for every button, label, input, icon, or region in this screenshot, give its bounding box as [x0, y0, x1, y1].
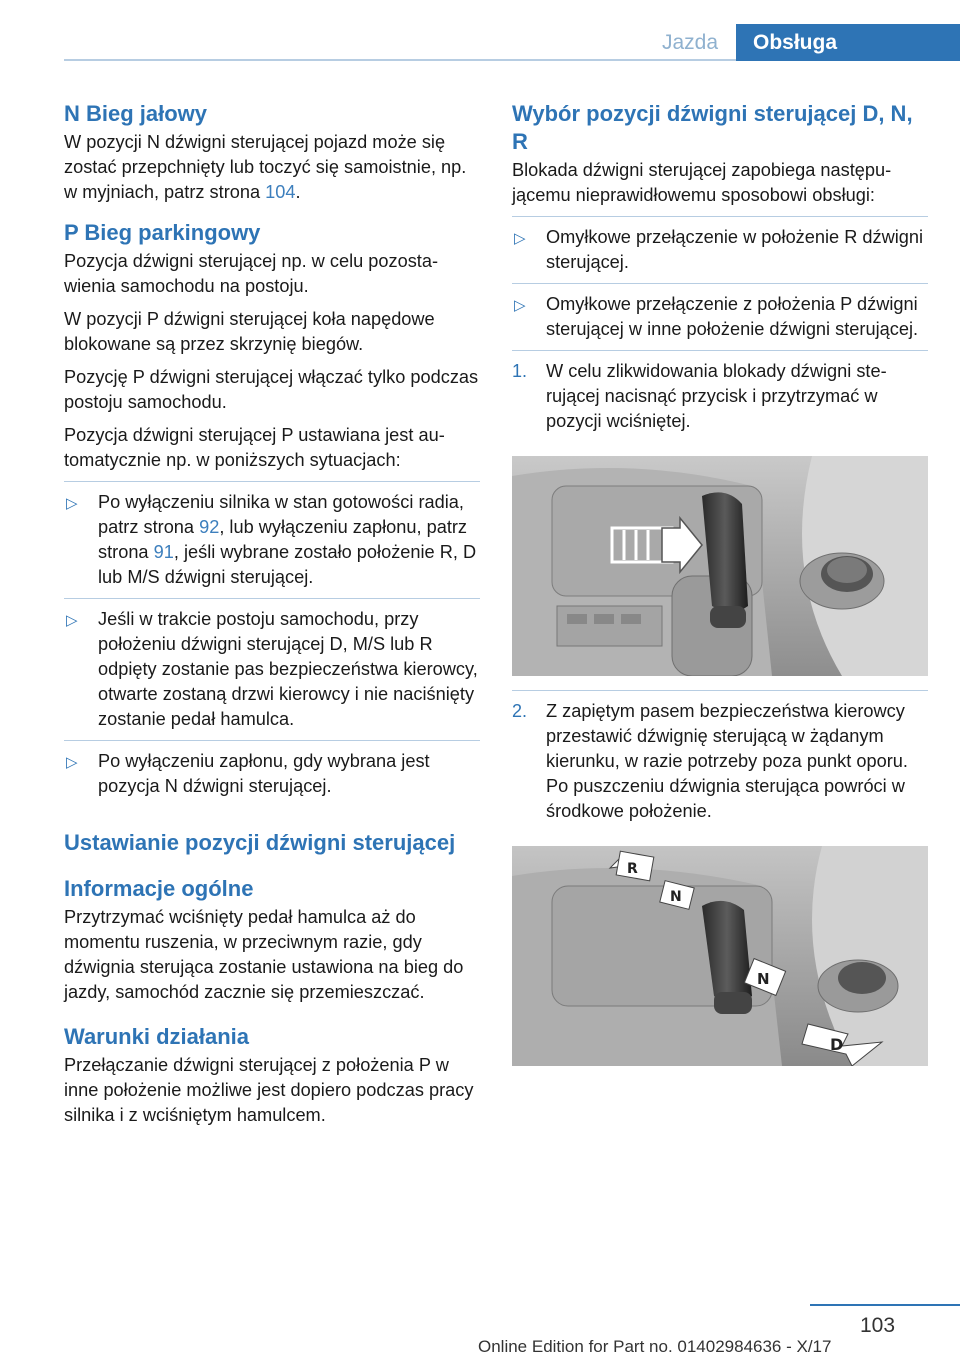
- text: W pozycji N dźwigni sterującej pojazd może się zostać przepchnięty lub toczyć się samoistnie, np. w myjniach, patrz strona: [64, 132, 467, 202]
- text: .: [295, 182, 301, 202]
- gear-lever-illustration: [512, 456, 928, 676]
- text: , lub wyłączeniu zapłonu, patrz strona: [98, 517, 468, 562]
- arrow-label-n-lower: N: [757, 970, 770, 988]
- bullet-list: [64, 481, 480, 807]
- list-item: [512, 283, 928, 350]
- bullet-list: [512, 216, 928, 350]
- right-column: [512, 100, 928, 1080]
- triangle-bullet-icon: ▷: [66, 495, 78, 512]
- step-number: 1.: [512, 361, 528, 381]
- step-number: 2.: [512, 701, 528, 721]
- tab-obsluga[interactable]: Obsługa: [736, 24, 960, 61]
- text: Omyłkowe przełączenie w położenie R dźwigni sterującej.: [546, 227, 924, 272]
- triangle-bullet-icon: ▷: [66, 612, 78, 629]
- page-link[interactable]: 104: [265, 182, 296, 202]
- list-item: [512, 216, 928, 283]
- arrow-label-n-upper: N: [670, 889, 682, 905]
- gear-lever-directions-photo: [512, 846, 928, 1066]
- section-title-n: N Bieg jałowy: [64, 101, 208, 126]
- text: Po wyłączeniu silnika w stan gotowości radia, patrz strona: [98, 492, 464, 537]
- paragraph: W pozycji P dźwigni sterującej koła napędowe blokowane są przez skrzynię biegów.: [64, 309, 435, 354]
- page-number: 103: [860, 1314, 896, 1337]
- list-item: [64, 740, 480, 807]
- gear-positions-illustration: [512, 846, 928, 1066]
- gear-lever-button-photo: [512, 456, 928, 676]
- page-header: [0, 0, 960, 62]
- text: Po wyłączeniu zapłonu, gdy wybrana jest pozycja N dźwigni sterującej.: [98, 751, 430, 796]
- list-item: [64, 481, 480, 598]
- paragraph: Blokada dźwigni sterującej zapobiega następującemu nieprawidłowemu sposobowi obsługi:: [512, 160, 892, 205]
- footer-rule: [810, 1304, 960, 1306]
- edition-footer: Online Edition for Part no. 01402984636 - X/17: [478, 1337, 832, 1356]
- section-title-setting: Ustawianie pozycji dźwigni sterującej: [64, 830, 456, 855]
- section-title-p: P Bieg parkingowy: [64, 220, 261, 245]
- step-item: [512, 690, 928, 832]
- text: Omyłkowe przełączenie z położenia P dźwigni sterującej w inne położenie dźwigni sterującej.: [546, 294, 919, 339]
- paragraph: [64, 130, 480, 205]
- text: , jeśli wybrane zostało położenie R, D lub M/S dźwigni sterującej.: [98, 542, 477, 587]
- section-title-conditions: Warunki działania: [64, 1024, 250, 1049]
- tab-jazda[interactable]: Jazda: [661, 31, 719, 54]
- page-link[interactable]: 92: [199, 517, 220, 537]
- triangle-bullet-icon: ▷: [66, 754, 78, 771]
- section-title-info: Informacje ogólne: [64, 876, 254, 901]
- paragraph: Pozycja dźwigni sterującej np. w celu pozostawienia samochodu na postoju.: [64, 251, 439, 296]
- step-list: [512, 690, 928, 832]
- step-list: [512, 350, 928, 442]
- triangle-bullet-icon: ▷: [514, 297, 526, 314]
- page-link[interactable]: 91: [153, 542, 174, 562]
- triangle-bullet-icon: ▷: [514, 230, 526, 247]
- text: Jeśli w trakcie postoju samochodu, przy położeniu dźwigni sterującej D, M/S lub R odpięty zostanie pas bezpieczeństwa kierowcy, otwarte zostaną drzwi kierowcy i nie naciśnięty zostanie pedał hamulca.: [98, 609, 478, 729]
- arrow-label-r: R: [627, 861, 638, 877]
- list-item: [64, 598, 480, 740]
- section-title-selection: Wybór pozycji dźwigni sterującej D, N, R: [512, 101, 913, 154]
- paragraph: Przytrzymać wciśnięty pedał hamulca aż do momentu ruszenia, w przeciwnym razie, gdy dźwignia sterująca zostanie ustawiona na bieg do jazdy, samochód zacznie się przemieszczać.: [64, 907, 464, 1002]
- paragraph: Przełączanie dźwigni sterującej z położenia P w inne położenie możliwe jest dopiero podczas pracy silnika i z wciśniętym hamulcem.: [64, 1055, 474, 1125]
- step-item: [512, 350, 928, 442]
- left-column: [64, 100, 480, 1142]
- text: Z zapiętym pasem bezpieczeństwa kierowcy przestawić dźwignię sterującą w żądanym kierunku, w razie potrzeby poza punkt oporu. Po puszczeniu dźwignia sterująca powróci w środkowe położenie.: [546, 701, 908, 821]
- paragraph: Pozycję P dźwigni sterującej włączać tylko podczas postoju samochodu.: [64, 367, 479, 412]
- paragraph: Pozycja dźwigni sterującej P ustawiana jest automatycznie np. w poniższych sytuacjach:: [64, 425, 445, 470]
- text: W celu zlikwidowania blokady dźwigni sterującej nacisnąć przycisk i przytrzymać w pozycji wciśniętej.: [546, 361, 887, 431]
- arrow-label-d: D: [830, 1035, 844, 1054]
